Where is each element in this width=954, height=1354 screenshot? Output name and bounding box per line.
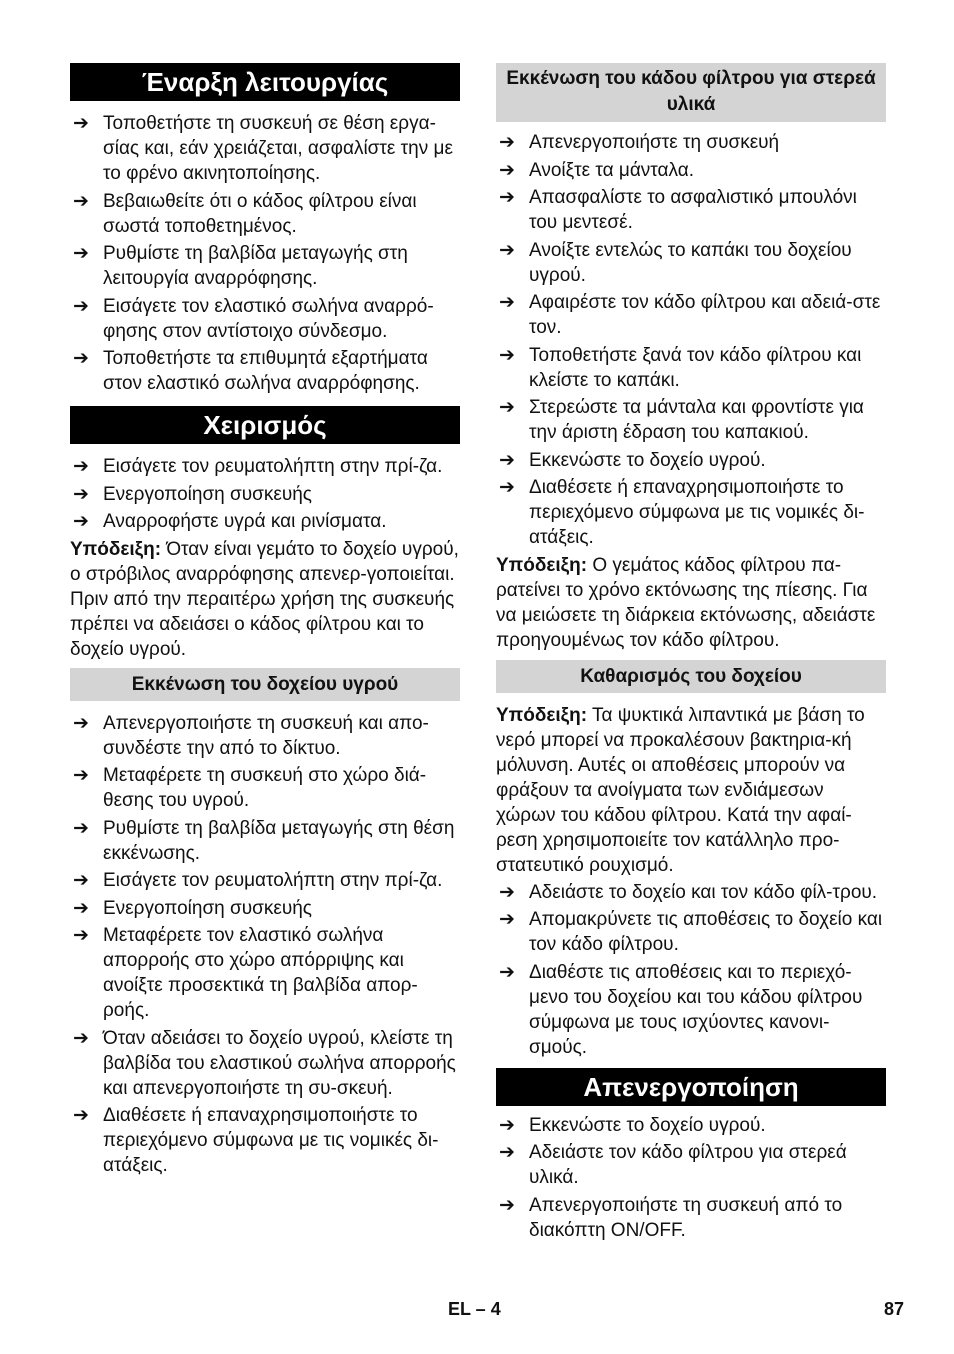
step-text: Απενεργοποιήστε τη συσκευή xyxy=(529,132,780,153)
step-text: Αδειάστε τον κάδο φίλτρου για στερεά υλικά. xyxy=(529,1142,847,1188)
step-item xyxy=(70,923,460,1023)
arrow-right-icon: ➔ xyxy=(73,348,89,369)
step-item xyxy=(70,454,460,479)
step-item xyxy=(70,189,460,239)
arrow-right-icon: ➔ xyxy=(73,765,89,786)
footer-page-number: 87 xyxy=(884,1299,905,1319)
step-text: Όταν αδειάσει το δοχείο υγρού, κλείστε τη βαλβίδα του ελαστικού σωλήνα απορροής και απενεργοποιήστε τη συ-σκευή. xyxy=(103,1027,456,1099)
arrow-right-icon: ➔ xyxy=(73,712,89,734)
arrow-right-icon: ➔ xyxy=(499,881,515,903)
section-title-startup: Έναρξη λειτουργίας xyxy=(70,63,460,101)
arrow-right-icon: ➔ xyxy=(73,925,89,946)
arrow-right-icon: ➔ xyxy=(499,132,515,153)
step-item xyxy=(496,238,886,288)
step-item xyxy=(496,475,886,550)
arrow-right-icon: ➔ xyxy=(73,1105,89,1126)
step-item xyxy=(70,1026,460,1101)
step-item xyxy=(70,816,460,866)
step-text: Ενεργοποίηση συσκευής xyxy=(103,897,312,919)
step-item xyxy=(496,448,886,473)
arrow-right-icon: ➔ xyxy=(73,456,89,477)
step-text: Διαθέσετε ή επαναχρησιμοποιήστε το περιεχόμενο σύμφωνα με τις νομικές δι-ατάξεις. xyxy=(103,1105,439,1176)
shutdown-steps xyxy=(496,1113,886,1243)
step-text: Εισάγετε τον ρευματολήπτη στην πρί-ζα. xyxy=(103,870,443,891)
arrow-right-icon: ➔ xyxy=(73,1027,89,1049)
footer-language-page: EL – 4 xyxy=(448,1299,501,1319)
step-text: Τοποθετήστε ξανά τον κάδο φίλτρου και κλείστε το καπάκι. xyxy=(529,344,862,391)
step-item xyxy=(70,896,460,921)
arrow-right-icon: ➔ xyxy=(499,1114,515,1136)
arrow-right-icon: ➔ xyxy=(499,1194,515,1216)
note-label: Υπόδειξη: xyxy=(496,554,588,576)
step-item xyxy=(496,1140,886,1190)
note-label: Υπόδειξη: xyxy=(496,704,588,726)
step-text: Απομακρύνετε τις αποθέσεις το δοχείο και τον κάδο φίλτρου. xyxy=(529,909,883,955)
arrow-right-icon: ➔ xyxy=(73,483,89,505)
step-text: Εκκενώστε το δοχείο υγρού. xyxy=(529,449,766,471)
step-text: Ρυθμίστε τη βαλβίδα μεταγωγής στη θέση εκκένωσης. xyxy=(103,817,455,864)
arrow-right-icon: ➔ xyxy=(499,1142,515,1163)
note-text: Τα ψυκτικά λιπαντικά με βάση το νερό μπορεί να προκαλέσουν βακτηρια-κή μόλυνση. Αυτές οι αποθέσεις μπορούν να φράξουν τα ανοίγματα των ενδιάμεσων χώρων του κάδου φίλτρου. Κατά την αφαί-ρεση χρησιμοποιείτε τον κατάλληλο προ-στατευτικό ρουχισμό. xyxy=(496,704,865,876)
section-title-shutdown: Απενεργοποίηση xyxy=(496,1068,886,1106)
section-title-cleaning-tank: Καθαρισμός του δοχείου xyxy=(496,660,886,693)
section-title-empty-filter-bin: Εκκένωση του κάδου φίλτρου για στερεά υλικά xyxy=(496,63,886,122)
arrow-right-icon: ➔ xyxy=(499,239,515,261)
section-title-operation: Χειρισμός xyxy=(70,406,460,444)
cleaning-note xyxy=(496,703,886,878)
empty-liquid-tank-steps xyxy=(70,711,460,1179)
operation-note xyxy=(70,537,460,662)
step-text: Στερεώστε τα μάνταλα και φροντίστε για την άριστη έδραση του καπακιού. xyxy=(529,397,864,443)
arrow-right-icon: ➔ xyxy=(499,292,515,313)
step-item xyxy=(496,1193,886,1243)
step-text: Μεταφέρετε τη συσκευή στο χώρο διά-θεσης του υγρού. xyxy=(103,765,427,811)
step-item xyxy=(70,509,460,534)
arrow-right-icon: ➔ xyxy=(499,344,515,366)
step-text: Αναρροφήστε υγρά και ρινίσματα. xyxy=(103,511,387,532)
arrow-right-icon: ➔ xyxy=(499,159,515,181)
arrow-right-icon: ➔ xyxy=(73,870,89,891)
step-item xyxy=(496,158,886,183)
left-column xyxy=(70,63,460,1181)
note-text: Όταν είναι γεμάτο το δοχείο υγρού, ο στρόβιλος αναρρόφησης απενερ-γοποιείται. Πριν από την περαιτέρω χρήση της συσκευής πρέπει να αδειάσει ο κάδος φίλτρου και το δοχείο υγρού. xyxy=(70,538,459,660)
step-text: Βεβαιωθείτε ότι ο κάδος φίλτρου είναι σωστά τοποθετημένος. xyxy=(103,190,417,237)
startup-steps xyxy=(70,111,460,396)
step-text: Ρυθμίστε τη βαλβίδα μεταγωγής στη λειτουργία αναρρόφησης. xyxy=(103,243,408,289)
arrow-right-icon: ➔ xyxy=(73,511,89,532)
step-item xyxy=(496,130,886,155)
step-item xyxy=(70,346,460,396)
step-item xyxy=(496,880,886,905)
arrow-right-icon: ➔ xyxy=(499,397,515,418)
step-text: Αφαιρέστε τον κάδο φίλτρου και αδειά-στε τον. xyxy=(529,292,881,338)
step-item xyxy=(496,395,886,445)
step-text: Τοποθετήστε τη συσκευή σε θέση εργα-σίας και, εάν χρειάζεται, ασφαλίστε την με το φρένο ακινητοποίησης. xyxy=(103,113,453,184)
step-text: Διαθέστε τις αποθέσεις και το περιεχό-μενο του δοχείου και του κάδου φίλτρου σύμφωνα με τους ισχύοντες κανονι-σμούς. xyxy=(529,961,863,1058)
step-item xyxy=(70,1103,460,1178)
arrow-right-icon: ➔ xyxy=(73,295,89,317)
step-item xyxy=(70,482,460,507)
step-text: Απενεργοποιήστε τη συσκευή από το διακόπτη ON/OFF. xyxy=(529,1194,843,1241)
step-item xyxy=(496,343,886,393)
step-item xyxy=(496,185,886,235)
step-text: Εισάγετε τον ρευματολήπτη στην πρί-ζα. xyxy=(103,456,443,477)
step-item xyxy=(70,763,460,813)
step-item xyxy=(70,111,460,186)
step-text: Απασφαλίστε το ασφαλιστικό μπουλόνι του μεντεσέ. xyxy=(529,187,857,233)
arrow-right-icon: ➔ xyxy=(499,909,515,930)
step-item xyxy=(70,294,460,344)
step-text: Τοποθετήστε τα επιθυμητά εξαρτήματα στον ελαστικό σωλήνα αναρρόφησης. xyxy=(103,348,428,394)
filter-bin-note xyxy=(496,553,886,653)
step-item xyxy=(70,241,460,291)
step-text: Ανοίξτε τα μάνταλα. xyxy=(529,159,695,181)
step-text: Διαθέσετε ή επαναχρησιμοποιήστε το περιεχόμενο σύμφωνα με τις νομικές δι-ατάξεις. xyxy=(529,477,865,548)
note-text: Ο γεμάτος κάδος φίλτρου πα-ρατείνει το χρόνο εκτόνωσης της πίεσης. Για να μειώσετε τη διάρκεια εκτόνωσης, αδειάστε προηγουμένως τον κάδο φίλτρου. xyxy=(496,554,876,651)
step-item xyxy=(70,711,460,761)
note-label: Υπόδειξη: xyxy=(70,538,162,560)
step-item xyxy=(496,290,886,340)
step-text: Μεταφέρετε τον ελαστικό σωλήνα απορροής στο χώρο απόρριψης και ανοίξτε προσεκτικά τη βαλβίδα απορ-ροής. xyxy=(103,925,418,1021)
step-text: Εισάγετε τον ελαστικό σωλήνα αναρρό-φησης στον αντίστοιχο σύνδεσμο. xyxy=(103,295,434,342)
step-item xyxy=(70,868,460,893)
arrow-right-icon: ➔ xyxy=(73,243,89,264)
step-text: Ανοίξτε εντελώς το καπάκι του δοχείου υγρού. xyxy=(529,239,852,286)
operation-steps xyxy=(70,454,460,534)
arrow-right-icon: ➔ xyxy=(499,961,515,983)
arrow-right-icon: ➔ xyxy=(73,817,89,839)
step-text: Ενεργοποίηση συσκευής xyxy=(103,483,312,505)
empty-filter-bin-steps xyxy=(496,130,886,550)
section-title-empty-liquid-tank: Εκκένωση του δοχείου υγρού xyxy=(70,668,460,701)
step-text: Εκκενώστε το δοχείο υγρού. xyxy=(529,1114,766,1136)
step-text: Απενεργοποιήστε τη συσκευή και απο-συνδέστε την από το δίκτυο. xyxy=(103,712,429,759)
arrow-right-icon: ➔ xyxy=(73,113,89,134)
arrow-right-icon: ➔ xyxy=(499,449,515,471)
step-item xyxy=(496,960,886,1060)
cleaning-steps xyxy=(496,880,886,1060)
arrow-right-icon: ➔ xyxy=(499,187,515,208)
step-item xyxy=(496,1113,886,1138)
right-column xyxy=(496,63,886,1245)
step-item xyxy=(496,907,886,957)
step-text: Αδειάστε το δοχείο και τον κάδο φίλ-τρου. xyxy=(529,881,878,903)
arrow-right-icon: ➔ xyxy=(73,190,89,212)
arrow-right-icon: ➔ xyxy=(73,897,89,919)
arrow-right-icon: ➔ xyxy=(499,477,515,498)
